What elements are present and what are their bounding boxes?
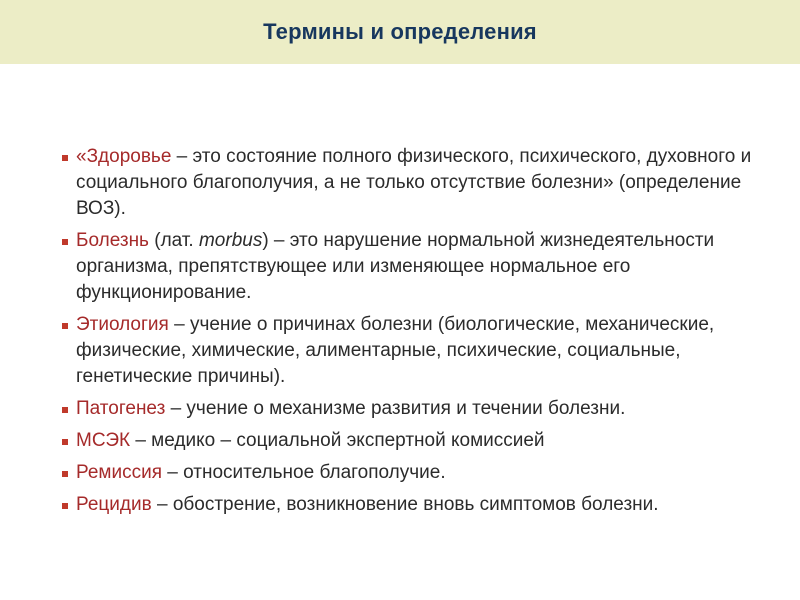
bullet-icon [62,323,68,329]
definition-remission: – относительное благополучие. [161,462,446,483]
definition-msek: – медико – социальной экспертной комиссией [130,430,545,451]
bullet-icon [62,439,68,445]
latin-term: morbus [198,230,263,251]
list-item-health [62,144,782,222]
definitions-list [62,144,782,524]
definition-disease-prefix: (лат. [148,230,199,251]
list-item-remission [62,460,782,486]
bullet-icon [62,471,68,477]
bullet-icon [62,239,68,245]
list-item-disease [62,228,782,306]
definition-relapse: – обострение, возникновение вновь симптомов болезни. [151,494,659,515]
list-item-pathogenesis [62,396,782,422]
definition-pathogenesis: – учение о механизме развития и течении болезни. [165,398,626,419]
list-item-msek [62,428,782,454]
list-item-etiology [62,312,782,390]
term-etiology: Этиология [76,314,169,335]
term-pathogenesis: Патогенез [76,398,166,419]
bullet-icon [62,155,68,161]
term-health: «Здоровье [76,146,172,167]
definition-disease: ) – это нарушение нормальной жизнедеятельности организма, препятствующее или изменяющее нормальное его функционирование. [76,230,715,303]
term-remission: Ремиссия [76,462,162,483]
definition-etiology: – учение о причинах болезни (биологические, механические, физические, химические, алиментарные, психические, социальные, генетические причины). [76,314,715,387]
list-item-relapse [62,492,782,518]
term-msek: МСЭК [76,430,131,451]
term-disease: Болезнь [76,230,149,251]
slide-title: Термины и определения [263,19,537,44]
definition-health: – это состояние полного физического, психического, духовного и социального благополучия, а не только отсутствие болезни» (определение ВОЗ). [76,146,752,219]
term-relapse: Рецидив [76,494,152,515]
bullet-icon [62,503,68,509]
bullet-icon [62,407,68,413]
